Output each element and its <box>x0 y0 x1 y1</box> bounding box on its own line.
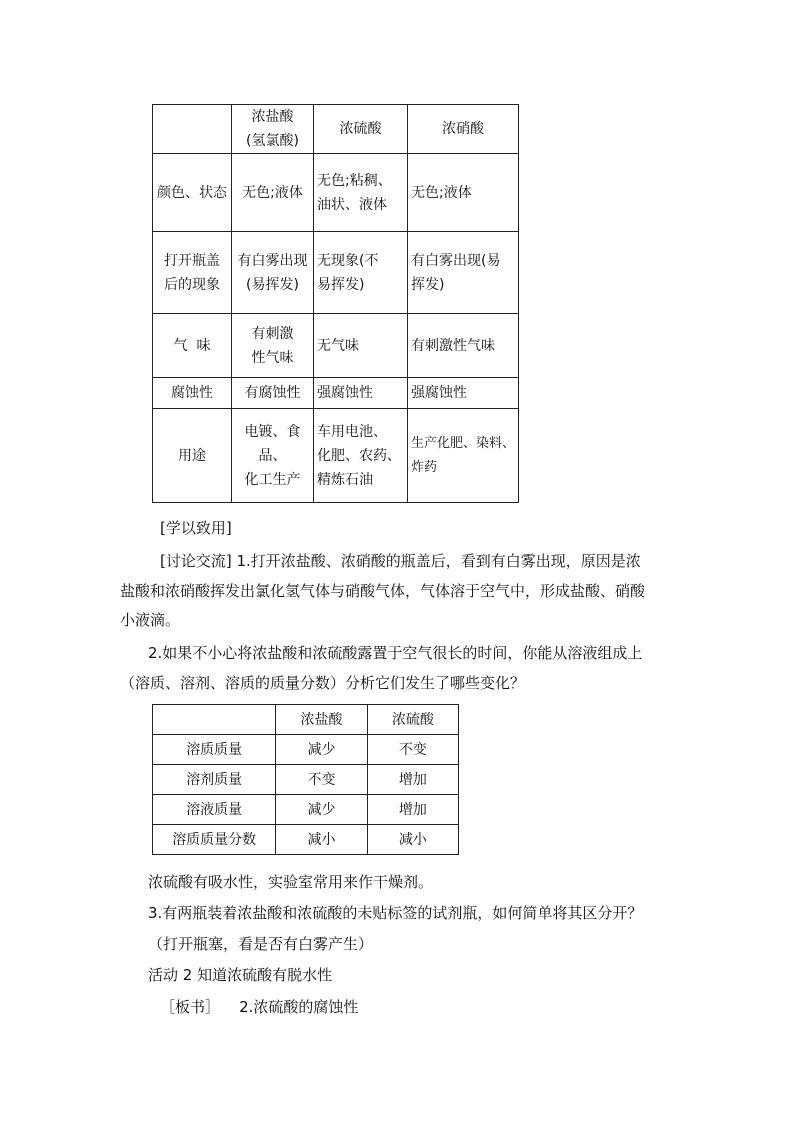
table-row <box>153 378 519 409</box>
header-cell <box>153 705 276 735</box>
discussion-line-2: 盐酸和浓硝酸挥发出氯化氢气体与硝酸气体，气体溶于空气中，形成盐酸、硝酸 <box>120 582 646 600</box>
question-3-answer: （打开瓶塞，看是否有白雾产生） <box>148 935 374 953</box>
table-row <box>153 795 459 825</box>
table-row <box>153 765 459 795</box>
table-cell: 有白雾出现 (易挥发) <box>232 232 314 314</box>
table-row <box>153 314 519 378</box>
header-cell: 浓硫酸 <box>367 705 458 735</box>
table-cell: 无色;粘稠、 油状、液体 <box>314 154 408 232</box>
row-label: 用途 <box>153 409 232 503</box>
board-note: ［板书］ 2.浓硫酸的腐蚀性 <box>160 998 359 1016</box>
table-row <box>153 825 459 855</box>
table-cell: 无现象(不 易挥发) <box>314 232 408 314</box>
table-cell: 有白雾出现(易 挥发) <box>408 232 519 314</box>
table-row <box>153 154 519 232</box>
row-label: 腐蚀性 <box>153 378 232 409</box>
header-cell: 浓硫酸 <box>314 105 408 154</box>
row-label: 溶质质量 <box>153 735 276 765</box>
table-cell: 生产化肥、染料、 炸药 <box>408 409 519 503</box>
table-cell: 减少 <box>276 735 367 765</box>
header-cell: 浓硝酸 <box>408 105 519 154</box>
table-cell: 无气味 <box>314 314 408 378</box>
table-cell: 不变 <box>276 765 367 795</box>
table-cell: 增加 <box>367 765 458 795</box>
table-header-row <box>153 105 519 154</box>
table-row <box>153 735 459 765</box>
table-cell: 有刺激 性气味 <box>232 314 314 378</box>
table-row <box>153 409 519 503</box>
header-cell: 浓盐酸 <box>276 705 367 735</box>
row-label: 打开瓶盖 后的现象 <box>153 232 232 314</box>
table-header-row <box>153 705 459 735</box>
discussion-line-3: 小液滴。 <box>120 611 181 629</box>
table-cell: 减小 <box>276 825 367 855</box>
table-cell: 车用电池、 化肥、农药、 精炼石油 <box>314 409 408 503</box>
row-label: 溶剂质量 <box>153 765 276 795</box>
table-row <box>153 232 519 314</box>
activity-heading: 活动 2 知道浓硫酸有脱水性 <box>148 966 333 984</box>
discussion-line-1: [讨论交流] 1.打开浓盐酸、浓硝酸的瓶盖后，看到有白雾出现，原因是浓 <box>160 552 641 570</box>
header-cell <box>153 105 232 154</box>
after-table-note: 浓硫酸有吸水性，实验室常用来作干燥剂。 <box>148 873 434 891</box>
table-cell: 减少 <box>276 795 367 825</box>
concentration-change-table <box>152 704 459 855</box>
row-label: 颜色、状态 <box>153 154 232 232</box>
table-cell: 不变 <box>367 735 458 765</box>
section-heading-xueyi: [学以致用] <box>160 519 232 537</box>
table-cell: 有刺激性气味 <box>408 314 519 378</box>
table-cell: 增加 <box>367 795 458 825</box>
table-cell: 无色;液体 <box>232 154 314 232</box>
row-label: 溶液质量 <box>153 795 276 825</box>
header-cell: 浓盐酸 (氢氯酸) <box>232 105 314 154</box>
question-2-line-1: 2.如果不小心将浓盐酸和浓硫酸露置于空气很长的时间，你能从溶液组成上 <box>148 644 643 662</box>
table-cell: 电镀、食品、 化工生产 <box>232 409 314 503</box>
table-cell: 强腐蚀性 <box>408 378 519 409</box>
table-cell: 有腐蚀性 <box>232 378 314 409</box>
table-cell: 无色;液体 <box>408 154 519 232</box>
question-2-line-2: （溶质、溶剂、溶质的质量分数）分析它们发生了哪些变化？ <box>120 674 526 692</box>
acid-properties-table <box>152 104 519 503</box>
row-label: 气 味 <box>153 314 232 378</box>
table-cell: 强腐蚀性 <box>314 378 408 409</box>
table-cell: 减小 <box>367 825 458 855</box>
question-3: 3.有两瓶装着浓盐酸和浓硫酸的未贴标签的试剂瓶，如何简单将其区分开？ <box>148 904 643 922</box>
row-label: 溶质质量分数 <box>153 825 276 855</box>
